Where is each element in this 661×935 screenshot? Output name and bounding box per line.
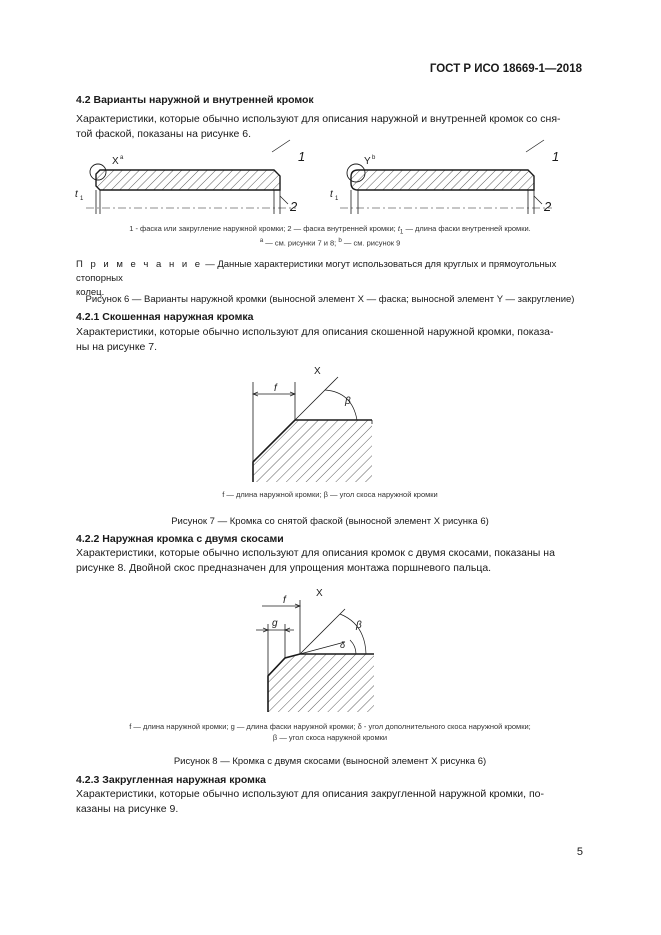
figure-8-label-delta: δ: [340, 640, 346, 650]
legend-line: [70, 224, 590, 236]
legend-text: — длина фаски внутренней кромки.: [403, 224, 531, 233]
figure-6-callout-2-right: 2: [544, 199, 552, 214]
figure-6-callout-1-right: 1: [552, 149, 560, 164]
legend-text: — см. рисунок 9: [341, 238, 401, 247]
legend-superscript: b: [338, 236, 342, 244]
paragraph-line: Характеристики, которые обычно используют для описания закругленной наружной кромки, по-: [76, 788, 545, 800]
figure-6-label-x-sup: a: [120, 155, 124, 161]
section-heading-4-2-2: 4.2.2 Наружная кромка с двумя скосами: [76, 533, 284, 545]
figure-7-drawing: [0, 362, 661, 482]
figure-8-label-x: X: [316, 588, 323, 599]
figure-6-t1-right-sub: 1: [335, 196, 339, 202]
figure-7-label-x: X: [314, 366, 321, 377]
figure-8-label-f: f: [283, 595, 286, 606]
note-label: П р и м е ч а н и е: [76, 259, 203, 270]
legend-superscript: a: [259, 236, 264, 244]
legend-text: — см. рисунки 7 и 8;: [263, 238, 339, 247]
figure-6-t1-right: t: [330, 189, 333, 200]
document-header: ГОСТ Р ИСО 18669-1—2018: [429, 63, 582, 75]
figure-6-label-x: X: [112, 156, 119, 167]
legend-text: 1 - фаска или закругление наружной кромки; 2 — фаска внутренней кромки;: [129, 224, 398, 233]
figure-8-label-beta: β: [356, 620, 362, 631]
section-heading-4-2-1: 4.2.1 Скошенная наружная кромка: [76, 311, 254, 323]
ring-section-round: [340, 140, 552, 214]
figure-6-callout-1-left: 1: [298, 149, 306, 164]
paragraph-line: рисунке 8. Двойной скос предназначен для упрощения монтажа поршневого пальца.: [76, 562, 492, 574]
paragraph-line: Характеристики, которые обычно используют для описания наружной и внутренней кромок со сня-: [76, 113, 561, 125]
paragraph-line: той фаской, показаны на рисунке 6.: [76, 128, 252, 140]
figure-7-legend: f — длина наружной кромки; β — угол скоса наружной кромки: [222, 490, 438, 499]
figure-6-label-y-sup: b: [372, 155, 376, 161]
section-heading-4-2-3: 4.2.3 Закругленная наружная кромка: [76, 774, 267, 786]
note-line: [76, 258, 582, 286]
note-line: колец.: [76, 287, 105, 298]
ring-section-chamfer: [86, 140, 296, 214]
legend-line: [70, 237, 590, 248]
section-heading-4-2: 4.2 Варианты наружной и внутренней кромок: [76, 94, 314, 106]
paragraph-4-2-2: [76, 546, 582, 576]
figure-6-t1-left-sub: 1: [80, 196, 84, 202]
paragraph-line: Характеристики, которые обычно используют для описания кромок с двумя скосами, показаны на: [76, 547, 555, 559]
figure-7-caption: Рисунок 7 — Кромка со снятой фаской (выносной элемент X рисунка 6): [171, 516, 489, 527]
figure-6-t1-left: t: [75, 189, 78, 200]
paragraph-4-2-1: [76, 325, 582, 355]
figure-8-label-g: g: [272, 618, 278, 629]
note-text: — Данные характеристики могут использоваться для круглых и прямоугольных стопорных: [76, 259, 557, 284]
figure-6-caption: Рисунок 6 — Варианты наружной кромки (выносной элемент X — фаска; выносной элемент Y — закругление): [85, 294, 575, 305]
figure-6-callout-2-left: 2: [290, 199, 298, 214]
legend-subscript: 1: [399, 228, 404, 236]
figure-6-label-y: Y: [364, 156, 371, 167]
legend-line: f — длина наружной кромки; g — длина фаски наружной кромки; δ - угол дополнительного скоса наружной кромки;: [129, 722, 531, 731]
paragraph-line: Характеристики, которые обычно используют для описания скошенной наружной кромки, показа-: [76, 326, 554, 338]
figure-7-label-beta: β: [345, 396, 351, 407]
figure-6-legend: [70, 224, 590, 247]
paragraph-line: ны на рисунке 7.: [76, 341, 158, 353]
paragraph-line: казаны на рисунке 9.: [76, 803, 179, 815]
page-number: 5: [576, 846, 583, 858]
legend-line: β — угол скоса наружной кромки: [272, 733, 388, 742]
legend-symbol: t: [397, 224, 400, 233]
paragraph-4-2-3: [76, 787, 582, 817]
paragraph-4-2: [76, 112, 582, 142]
figure-7-label-f: f: [274, 383, 277, 394]
figure-8-drawing: [0, 584, 661, 714]
figure-6-drawing: [0, 148, 661, 218]
figure-8-caption: Рисунок 8 — Кромка с двумя скосами (выносной элемент X рисунка 6): [173, 756, 487, 767]
figure-8-legend: [60, 722, 600, 742]
